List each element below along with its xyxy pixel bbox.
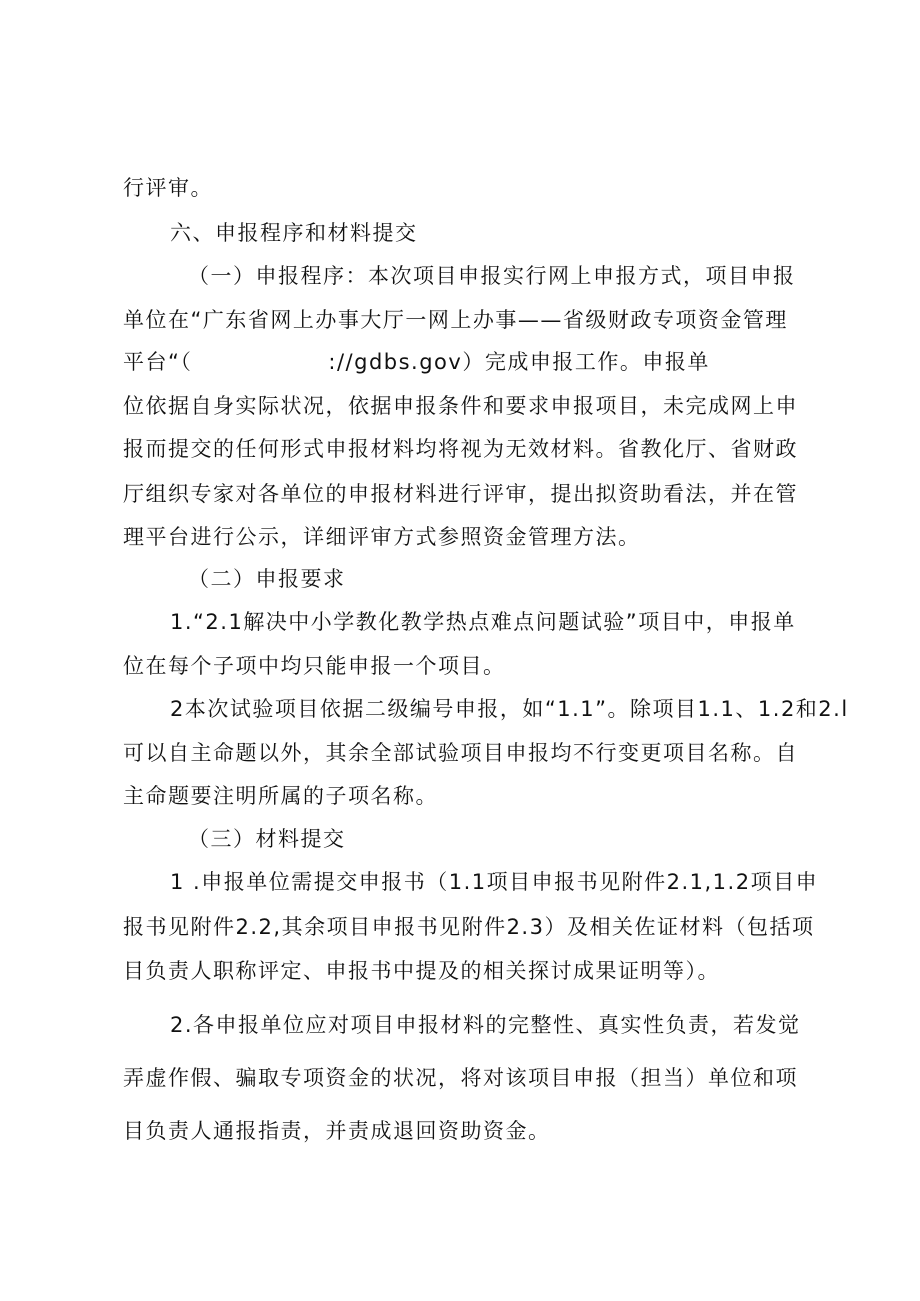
paragraph-line: 1.“2.1解决中小学教化教学热点难点问题试验”项目中，申报单 [170, 610, 796, 634]
paragraph-line: 行评审。 [123, 176, 213, 200]
platform-prefix: 平台“（ [123, 350, 193, 374]
paragraph-line [123, 347, 813, 377]
paragraph-line: 理平台进行公示，详细评审方式参照资金管理方法。 [123, 525, 641, 549]
paragraph-line: 报而提交的任何形式申报材料均将视为无效材料。省教化厅、省财政 [123, 437, 798, 461]
subsection-heading: （三）材料提交 [188, 827, 346, 851]
section-heading: 六、申报程序和材料提交 [170, 221, 418, 245]
paragraph-line: 厅组织专家对各单位的申报材料进行评审，提出拟资助看法，并在管 [123, 482, 798, 506]
subsection-heading: （二）申报要求 [188, 567, 346, 591]
paragraph-line: 单位在“广东省网上办事大厅一网上办事——省级财政专项资金管理 [123, 308, 788, 332]
paragraph-line: 位在每个子项中均只能申报一个项目。 [123, 654, 506, 678]
paragraph-line: 目负责人职称评定、申报书中提及的相关探讨成果证明等）。 [123, 959, 720, 983]
paragraph-line: 目负责人通报指责，并责成退回资助资金。 [123, 1119, 551, 1143]
paragraph-line: 2本次试验项目依据二级编号申报，如“1.1”。除项目1.1、1.2和2.l [170, 697, 849, 721]
paragraph-line: 1 .申报单位需提交申报书（1.1项目申报书见附件2.1,1.2项目申 [170, 870, 819, 894]
paragraph-line: 报书见附件2.2,其余项目申报书见附件2.3）及相关佐证材料（包括项 [123, 915, 815, 939]
paragraph-line: 2.各申报单位应对项目申报材料的完整性、真实性负责，若发觉 [170, 1013, 801, 1037]
paragraph-line: 主命题要注明所属的子项名称。 [123, 784, 438, 808]
subsection-heading: （一）申报程序：本次项目申报实行网上申报方式，项目申报 [188, 264, 796, 288]
paragraph-line: 弄虚作假、骗取专项资金的状况，将对该项目申报（担当）单位和项 [123, 1066, 798, 1090]
paragraph-line: 位依据自身实际状况，依据申报条件和要求申报项目，未完成网上申 [123, 394, 798, 418]
platform-url-text: ://gdbs.gov）完成申报工作。申报单 [328, 350, 710, 374]
paragraph-line: 可以自主命题以外，其余全部试验项目申报均不行变更项目名称。自 [123, 741, 798, 765]
